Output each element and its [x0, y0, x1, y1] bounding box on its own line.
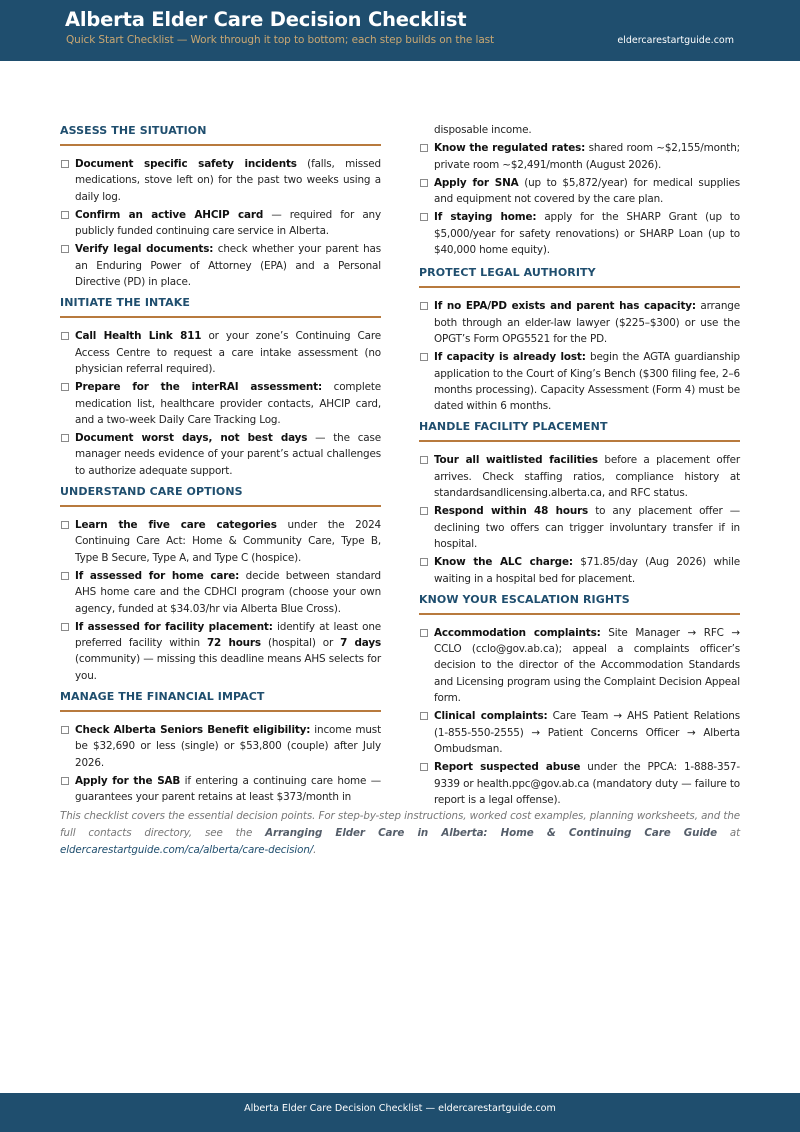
checkbox[interactable]: [420, 179, 428, 187]
footnote-end: .: [313, 843, 317, 856]
checkbox[interactable]: [420, 353, 428, 361]
checklist-item: [419, 452, 740, 501]
item-text: or your zone’s Continuing Care Access Centre to request a care intake assessment (no physician referral required).: [75, 330, 381, 375]
checkbox[interactable]: [420, 558, 428, 566]
checklist-item: [60, 619, 381, 684]
checklist-item: [419, 298, 740, 347]
checklist-item: [60, 207, 381, 240]
checkbox[interactable]: [61, 332, 69, 340]
item-label: Prepare for the interRAI assessment:: [75, 381, 322, 394]
item-text: identify at least one preferred facility within: [75, 620, 381, 650]
checklist-item: [60, 328, 381, 377]
item-label: Apply for the SAB: [75, 774, 181, 787]
item-label: If capacity is already lost:: [434, 351, 586, 364]
item-label: Clinical complaints:: [434, 710, 548, 723]
checklist-item: [419, 554, 740, 587]
checkbox[interactable]: [61, 521, 69, 529]
checkbox[interactable]: [61, 434, 69, 442]
item-label: Confirm an active AHCIP card: [75, 208, 264, 221]
item-text: begin the AGTA guardianship application to the Court of King’s Bench ($300 filing fee, 2–6 months processing). Capacity Assessment (Form 4) must be dated within 6 months.: [434, 351, 740, 413]
left-column: [60, 120, 381, 808]
page-subtitle: Quick Start Checklist — Work through it top to bottom; each step builds on the last: [66, 34, 495, 46]
section-title: UNDERSTAND CARE OPTIONS: [60, 481, 381, 507]
item-text: Care Team → AHS Patient Relations (1-855-550-2555) → Patient Concerns Officer → Alberta Ombudsman.: [434, 710, 740, 755]
item-label: 72 hours: [206, 637, 261, 650]
item-text: (hospital) or: [260, 637, 341, 650]
item-label: Call Health Link 811: [75, 330, 202, 343]
footnote-text: This checklist covers the essential decision points. For step-by-step instructions, worked cost examples, planning worksheets, and the full contacts directory, see the: [60, 810, 740, 839]
section-title: HANDLE FACILITY PLACEMENT: [419, 416, 740, 442]
item-text: decide between standard AHS home care and the CDHCI program (choose your own agency, funded at $34.03/hr via Alberta Blue Cross).: [75, 569, 382, 615]
checkbox[interactable]: [61, 777, 69, 785]
checklist-item: [419, 708, 740, 757]
item-text: under the PPCA: 1-888-357-9339 or health.ppc@gov.ab.ca (mandatory duty — failure to report is a legal offense).: [434, 761, 740, 806]
item-label: Tour all waitlisted facilities: [434, 454, 598, 467]
checklist-item: [60, 241, 381, 290]
checklist-item: [60, 773, 381, 806]
section-title: ASSESS THE SITUATION: [60, 120, 381, 146]
section-title: PROTECT LEGAL AUTHORITY: [419, 262, 740, 288]
checkbox[interactable]: [61, 245, 69, 253]
item-text: check whether your parent has an Enduring Power of Attorney (EPA) and a Personal Directive (PD) in place.: [75, 243, 381, 289]
item-text: income must be $32,690 or less (single) or $53,800 (couple) after July 2026.: [75, 724, 382, 769]
checklist-item: [419, 209, 740, 258]
checklist-item: [419, 625, 740, 706]
header-site-link[interactable]: eldercarestartguide.com: [617, 35, 734, 46]
item-label: Know the ALC charge:: [434, 556, 573, 569]
checkbox[interactable]: [61, 211, 69, 219]
item-label: 7 days: [340, 637, 381, 650]
item-label: Accommodation complaints:: [434, 626, 601, 639]
checklist-item: [60, 156, 381, 205]
item-text: (up to $5,872/year) for medical supplies and equipment not covered by the care plan.: [434, 176, 740, 206]
item-text: arrange both through an elder-law lawyer ($225–$300) or use the OPGT’s Form OPG5521 for the PD.: [434, 300, 740, 345]
item-text: — required for any publicly funded continuing care service in Alberta.: [75, 208, 381, 238]
checkbox[interactable]: [61, 623, 69, 631]
checkbox[interactable]: [61, 383, 69, 391]
page-title: Alberta Elder Care Decision Checklist: [65, 8, 467, 31]
item-text: before a placement offer arrives. Check staffing ratios, compliance history at standardsandlicensing.alberta.ca, and RFC status.: [434, 454, 740, 500]
item-label: Respond within 48 hours: [434, 505, 589, 518]
checklist-item: [419, 175, 740, 208]
checkbox[interactable]: [420, 456, 428, 464]
checklist-item: [60, 568, 381, 617]
item-text: shared room ~$2,155/month; private room ~$2,491/month (August 2026).: [434, 142, 740, 171]
page-header: [0, 0, 800, 61]
guide-link[interactable]: eldercarestartguide.com/ca/alberta/care-decision/: [60, 843, 314, 856]
page-footer: [0, 1093, 800, 1132]
checklist-item: [60, 517, 381, 566]
checkbox[interactable]: [61, 572, 69, 580]
checklist-item: [60, 722, 381, 771]
checklist-item: [60, 379, 381, 428]
item-label: Apply for SNA: [434, 176, 519, 189]
item-label: If no EPA/PD exists and parent has capacity:: [434, 300, 696, 313]
item-text: under the 2024 Continuing Care Act: Home & Community Care, Type B, Type B Secure, Type A, and Type C (hospice).: [75, 519, 381, 564]
item-text: (community) — missing this deadline means AHS selects for you.: [75, 653, 381, 682]
item-label: If assessed for facility placement:: [75, 620, 273, 633]
item-label: Learn the five care categories: [75, 519, 277, 532]
item-text: apply for the SHARP Grant (up to $5,000/year for safety renovations) or SHARP Loan (up to $40,000 home equity).: [434, 211, 740, 257]
item-label: Verify legal documents:: [75, 243, 214, 256]
checklist-item: [419, 503, 740, 552]
checkbox[interactable]: [61, 726, 69, 734]
item-text: — the case manager needs evidence of your parent’s actual challenges to authorize adequate support.: [75, 432, 381, 477]
item-text: Site Manager → RFC → CCLO (cclo@gov.ab.ca); appeal a complaints officer’s decision to the director of the Accommodation Standards and Licensing program using the Complaint Decision Appeal form.: [434, 626, 740, 705]
item-label: Report suspected abuse: [434, 761, 581, 774]
footer-text: Alberta Elder Care Decision Checklist — eldercarestartguide.com: [244, 1103, 556, 1114]
section-title: INITIATE THE INTAKE: [60, 292, 381, 318]
section-title: KNOW YOUR ESCALATION RIGHTS: [419, 589, 740, 615]
footnote: [60, 808, 740, 858]
footnote-at: at: [716, 826, 741, 839]
checkbox[interactable]: [420, 302, 428, 310]
item-text: if entering a continuing care home — guarantees your parent retains at least $373/month in: [75, 774, 381, 804]
checkbox[interactable]: [61, 160, 69, 168]
checkbox[interactable]: [420, 629, 428, 637]
checkbox[interactable]: [420, 712, 428, 720]
checkbox[interactable]: [420, 763, 428, 771]
checkbox[interactable]: [420, 213, 428, 221]
right-column: [419, 122, 740, 810]
continued-text: disposable income.: [434, 124, 532, 136]
item-label: Document worst days, not best days: [75, 432, 308, 445]
item-text: (falls, missed medications, stove left on) for the past two weeks using a daily log.: [75, 158, 381, 203]
item-label: Check Alberta Seniors Benefit eligibility:: [75, 724, 311, 737]
item-text: $71.85/day (Aug 2026) while waiting in a hospital bed for placement.: [434, 556, 741, 585]
checklist-item: [60, 430, 381, 479]
checklist-item: [419, 349, 740, 414]
section-title: MANAGE THE FINANCIAL IMPACT: [60, 686, 381, 712]
item-label: Document specific safety incidents: [75, 158, 297, 170]
item-text: complete medication list, healthcare provider contacts, AHCIP card, and a two-week Daily Care Tracking Log.: [75, 381, 381, 426]
checkbox[interactable]: [420, 507, 428, 515]
checklist-item: [419, 759, 740, 808]
item-label: If assessed for home care:: [75, 569, 240, 582]
item-label: Know the regulated rates:: [434, 142, 586, 155]
item-text: to any placement offer — declining two offers can trigger involuntary transfer if in hospital.: [434, 505, 741, 550]
checklist-item: [419, 140, 740, 173]
item-label: If staying home:: [434, 211, 537, 224]
guide-title: Arranging Elder Care in Alberta: Home & Continuing Care Guide: [265, 826, 717, 839]
checkbox[interactable]: [420, 144, 428, 152]
